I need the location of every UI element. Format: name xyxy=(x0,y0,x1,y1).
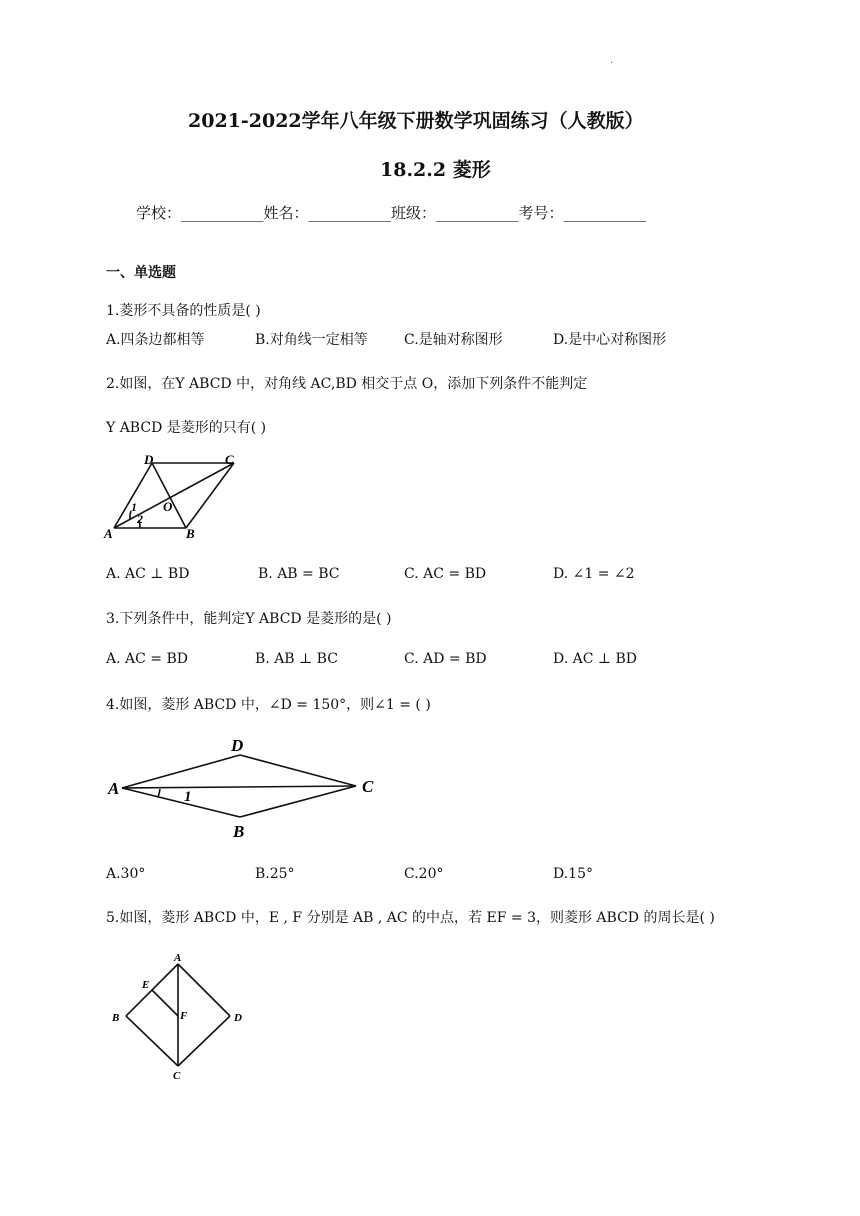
question-2-option-b: B. AB = BC xyxy=(258,566,340,582)
question-4-option-a: A.30° xyxy=(106,866,146,882)
fig5-label-e: E xyxy=(142,979,150,991)
question-1-option-d: D.是中心对称图形 xyxy=(553,332,667,348)
fig4-label-a: A xyxy=(108,779,120,798)
question-4-option-d: D.15° xyxy=(553,866,593,882)
fig5-label-c: C xyxy=(173,1070,181,1082)
section-heading-single-choice: 一、单选题 xyxy=(106,265,176,281)
question-1-option-b: B.对角线一定相等 xyxy=(255,332,368,348)
fig4-label-c: C xyxy=(362,777,374,796)
question-3-option-d: D. AC ⊥ BD xyxy=(553,651,638,667)
question-4-stem: 4.如图，菱形 ABCD 中，∠D = 150°，则∠1 = ( ) xyxy=(106,697,431,713)
fig2-label-c: C xyxy=(225,452,234,467)
fig2-label-d: D xyxy=(144,452,154,467)
page-subtitle: 18.2.2 菱形 xyxy=(380,159,491,181)
fig5-label-f: F xyxy=(180,1010,188,1022)
student-info-line: 学校：___________姓名：___________班级：___________考号：___________ xyxy=(136,204,647,222)
page-title: 2021-2022学年八年级下册数学巩固练习（人教版） xyxy=(188,110,644,132)
question-2-option-c: C. AC = BD xyxy=(404,566,487,582)
page-marker: · xyxy=(610,58,614,69)
question-1-stem: 1.菱形不具备的性质是( ) xyxy=(106,303,261,319)
question-4-option-b: B.25° xyxy=(255,866,295,882)
question-2-option-a: A. AC ⊥ BD xyxy=(106,566,190,582)
fig4-label-d: D xyxy=(231,736,244,755)
fig2-label-angle-1: 1 xyxy=(131,500,137,514)
question-2-stem-continued: Y ABCD 是菱形的只有( ) xyxy=(106,420,267,436)
question-4-rhombus-figure xyxy=(100,733,390,845)
fig2-label-a: A xyxy=(104,526,113,541)
question-2-option-d: D. ∠1 = ∠2 xyxy=(553,566,635,582)
question-5-rhombus-figure xyxy=(104,948,254,1083)
question-4-option-c: C.20° xyxy=(404,866,444,882)
fig5-label-d: D xyxy=(234,1012,242,1024)
question-3-option-a: A. AC = BD xyxy=(106,651,188,667)
question-3-stem: 3.下列条件中，能判定Y ABCD 是菱形的是( ) xyxy=(106,611,392,627)
question-1-option-c: C.是轴对称图形 xyxy=(404,332,503,348)
fig2-label-b: B xyxy=(186,526,195,541)
question-1-option-a: A.四条边都相等 xyxy=(106,332,205,348)
question-3-option-c: C. AD = BD xyxy=(404,651,487,667)
question-3-option-b: B. AB ⊥ BC xyxy=(255,651,338,667)
question-2-stem: 2.如图，在Y ABCD 中，对角线 AC,BD 相交于点 O，添加下列条件不能判定 xyxy=(106,376,588,392)
fig5-label-b: B xyxy=(112,1012,120,1024)
question-5-stem: 5.如图，菱形 ABCD 中，E , F 分别是 AB , AC 的中点，若 EF = 3，则菱形 ABCD 的周长是( ) xyxy=(106,910,715,926)
fig4-label-b: B xyxy=(233,822,245,841)
fig5-label-a: A xyxy=(174,952,182,964)
fig2-label-angle-2: 2 xyxy=(137,512,143,526)
question-2-parallelogram-figure xyxy=(100,448,250,543)
fig4-label-angle-1: 1 xyxy=(184,789,192,805)
fig2-label-o: O xyxy=(163,499,173,514)
